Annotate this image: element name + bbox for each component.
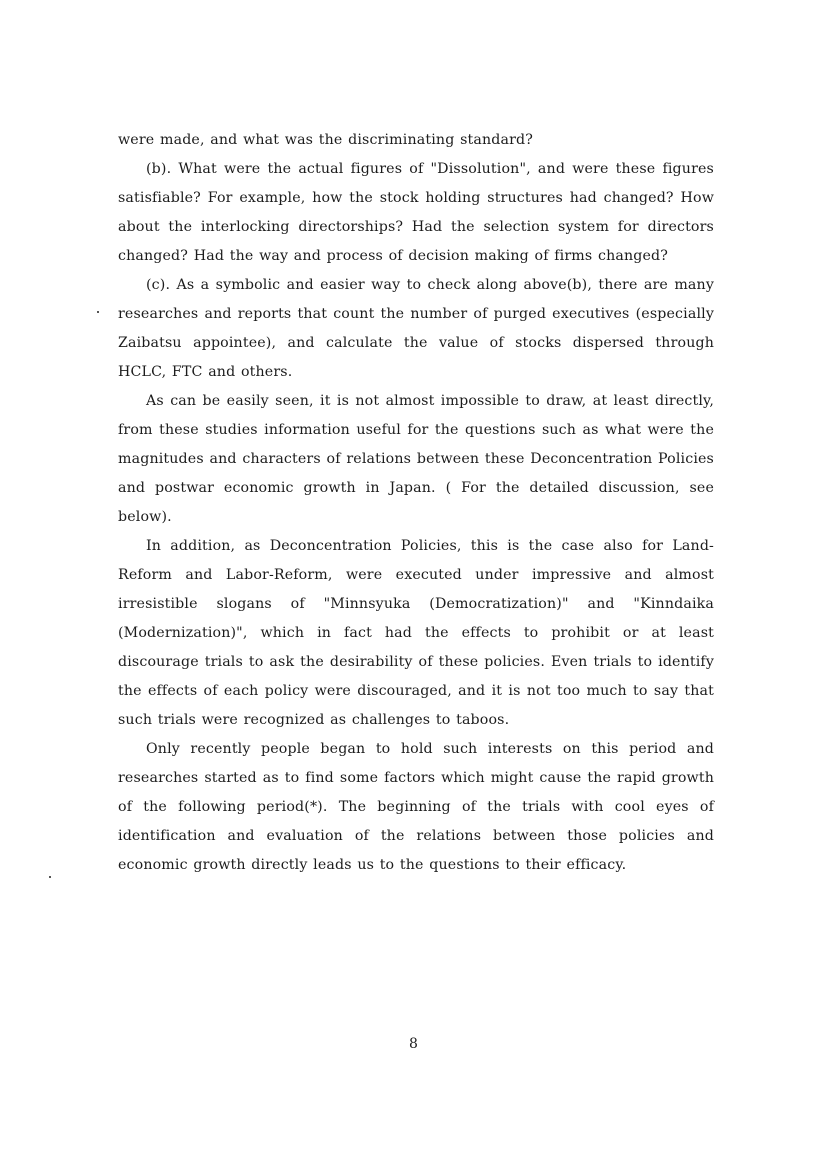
paragraph-item-c: (c). As a symbolic and easier way to check along above(b), there are many researches and reports that count the number of purged executives (especially Zaibatsu appointee), and calculate the value of stocks dispersed through HCLC, FTC and others.: [118, 277, 714, 380]
paragraph-recent-research: Only recently people began to hold such interests on this period and researches started as to find some factors which might cause the rapid growth of the following period(*). The beginning of the trials with cool eyes of identification and evaluation of the relations between those policies and economic growth directly leads us to the questions to their efficacy.: [118, 741, 714, 873]
paragraph-slogans: In addition, as Deconcentration Policies, this is the case also for Land-Reform and Labor-Reform, were executed under impressive and almost irresistible slogans of "Minnsyuka (Democratization)" and "Kinndaika (Modernization)", which in fact had the effects to prohibit or at least discourage trials to ask the desirability of these policies. Even trials to identify the effects of each policy were discouraged, and it is not too much to say that such trials were recognized as challenges to taboos.: [118, 538, 714, 728]
page-number: 8: [409, 1036, 418, 1052]
paragraph-continuation: were made, and what was the discriminating standard?: [118, 132, 534, 148]
paragraph-studies: As can be easily seen, it is not almost impossible to draw, at least directly, from these studies information useful for the questions such as what were the magnitudes and characters of relations between these Deconcentration Policies and postwar economic growth in Japan. ( For the detailed discussion, see below).: [118, 393, 714, 525]
paragraph-item-b: (b). What were the actual figures of "Dissolution", and were these figures satisfiable? For example, how the stock holding structures had changed? How about the interlocking directorships? Had the selection system for directors changed? Had the way and process of decision making of firms changed?: [118, 161, 714, 264]
scan-speck: [49, 876, 51, 878]
body-text: [118, 126, 714, 880]
scan-speck: [97, 311, 99, 313]
